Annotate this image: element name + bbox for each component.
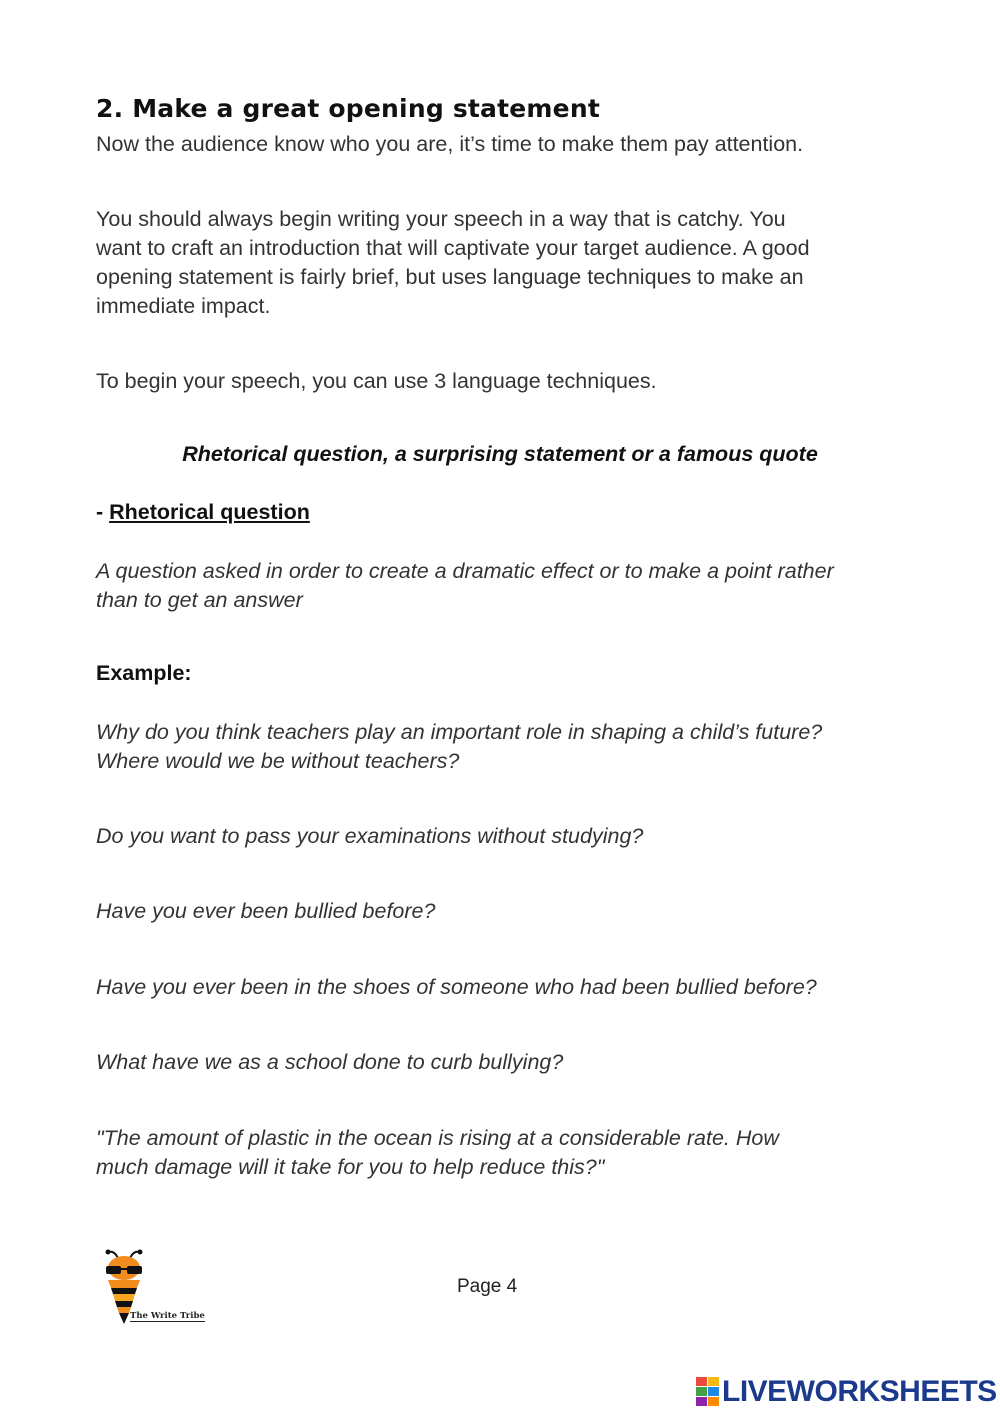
example-label: Example:: [96, 661, 192, 685]
logo-text: The Write Tribe: [130, 1311, 205, 1321]
definition: [96, 557, 916, 615]
brand-text: LIVEWORKSHEETS: [722, 1375, 997, 1408]
bullet-dash: -: [96, 500, 110, 524]
example-1: [96, 718, 916, 776]
example-5: What have we as a school done to curb bullying?: [96, 1050, 564, 1074]
rhetorical-question-title: [96, 500, 310, 525]
example-line: Where would we be without teachers?: [96, 749, 460, 773]
liveworksheets-logo-icon: [696, 1377, 720, 1407]
definition-line: A question asked in order to create a dramatic effect or to make a point rather: [96, 559, 834, 583]
section-title: Rhetorical question: [109, 500, 310, 524]
paragraph-line: You should always begin writing your speech in a way that is catchy. You: [96, 207, 786, 231]
definition-line: than to get an answer: [96, 588, 303, 612]
example-3: Have you ever been bullied before?: [96, 899, 436, 923]
intro-text: Now the audience know who you are, it’s time to make them pay attention.: [96, 132, 804, 156]
example-line: "The amount of plastic in the ocean is rising at a considerable rate. How: [96, 1126, 779, 1150]
section-heading: 2. Make a great opening statement: [96, 94, 600, 123]
paragraph-line: opening statement is fairly brief, but uses language techniques to make an: [96, 265, 804, 289]
example-4: Have you ever been in the shoes of someone who had been bullied before?: [96, 975, 817, 999]
paragraph-catchy: [96, 205, 916, 321]
page-number: Page 4: [457, 1276, 518, 1297]
paragraph-line: want to craft an introduction that will captivate your target audience. A good: [96, 236, 810, 260]
example-line: much damage will it take for you to help reduce this?": [96, 1155, 605, 1179]
example-line: Why do you think teachers play an important role in shaping a child’s future?: [96, 720, 823, 744]
liveworksheets-brand[interactable]: [696, 1374, 997, 1410]
paragraph-line: immediate impact.: [96, 294, 271, 318]
techniques-subtitle: Rhetorical question, a surprising statement or a famous quote: [182, 442, 818, 466]
example-2: Do you want to pass your examinations without studying?: [96, 824, 644, 848]
paragraph-techniques: To begin your speech, you can use 3 language techniques.: [96, 369, 657, 393]
example-6: [96, 1124, 916, 1182]
